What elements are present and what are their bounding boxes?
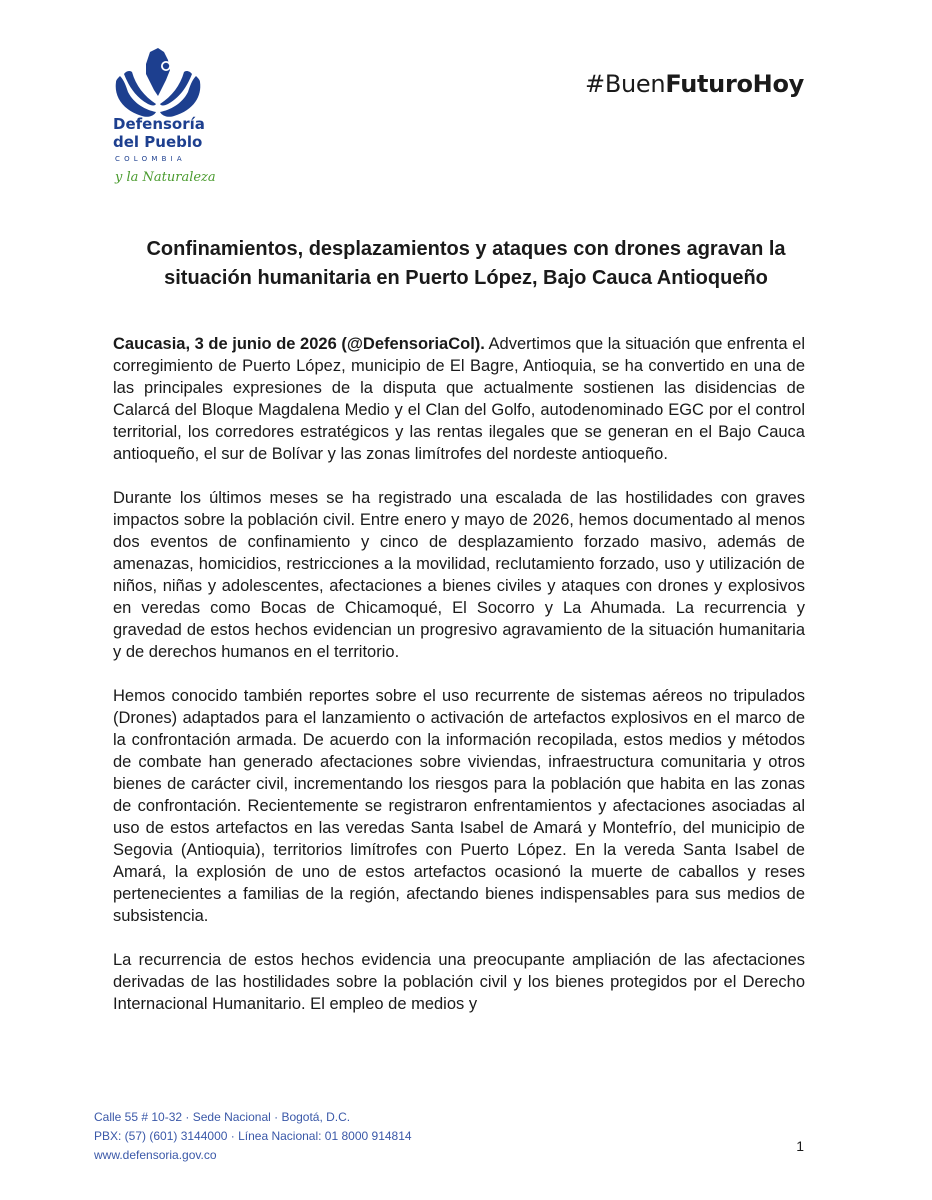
org-country: COLOMBIA xyxy=(115,155,186,163)
dateline: Caucasia, 3 de junio de 2026 (@DefensoriaCol). xyxy=(113,335,485,353)
footer-phones: PBX: (57) (601) 3144000 · Línea Nacional: 01 8000 914814 xyxy=(94,1129,412,1143)
org-name-line2: del Pueblo xyxy=(113,133,203,151)
paragraph-1-text: Advertimos que la situación que enfrenta el corregimiento de Puerto López, municipio de El Bagre, Antioquia, se ha convertido en una de las principales expresiones de la disputa que actualmente sostienen las disidencias de Calarcá del Bloque Magdalena Medio y el Clan del Golfo, autodenominado EGC por el control territorial, los corredores estratégicos y las rentas ilegales que se generan en el Bajo Cauca antioqueño, el sur de Bolívar y las zonas limítrofes del nordeste antioqueño. xyxy=(113,335,805,463)
org-tagline: y la Naturaleza xyxy=(115,170,216,185)
page-number: 1 xyxy=(796,1138,804,1154)
paragraph-2: Durante los últimos meses se ha registrado una escalada de las hostilidades con graves impactos sobre la población civil. Entre enero y mayo de 2026, hemos documentado al menos dos eventos de confinamiento y cinco de desplazamiento forzado masivo, además de amenazas, homicidios, restricciones a la movilidad, reclutamiento forzado, uso y utilización de niños, niñas y adolescentes, afectaciones a bienes civiles y ataques con drones y explosivos en veredas como Bocas de Chicamoqué, El Socorro y La Ahumada. La recurrencia y gravedad de estos hechos evidencian un progresivo agravamiento de la situación humanitaria y de derechos humanos en el territorio. xyxy=(113,489,805,661)
title-line-1: Confinamientos, desplazamientos y ataques con drones agravan la xyxy=(146,238,786,260)
hashtag-light: #Buen xyxy=(585,70,666,98)
hands-map-emblem-icon xyxy=(98,44,218,124)
hashtag-bold: FuturoHoy xyxy=(665,70,804,98)
org-name-line1: Defensoría xyxy=(113,115,205,133)
footer-contact xyxy=(94,1108,412,1165)
document-title xyxy=(100,235,832,293)
campaign-hashtag xyxy=(585,70,804,98)
footer-website[interactable]: www.defensoria.gov.co xyxy=(94,1148,217,1162)
footer-address: Calle 55 # 10-32 · Sede Nacional · Bogotá, D.C. xyxy=(94,1110,351,1124)
document-body xyxy=(113,333,805,1037)
paragraph-3: Hemos conocido también reportes sobre el uso recurrente de sistemas aéreos no tripulados (Drones) adaptados para el lanzamiento o activación de artefactos explosivos en el marco de la confrontación armada. De acuerdo con la información recopilada, estos medios y métodos de combate han generado afectaciones sobre viviendas, infraestructura comunitaria y otros bienes de carácter civil, incrementando los riesgos para la población que habita en las zonas de confrontación. Recientemente se registraron enfrentamientos y afectaciones asociadas al uso de estos artefactos en las veredas Santa Isabel de Amará y Montefrío, del municipio de Segovia (Antioquia), territorios limítrofes con Puerto López. En la vereda Santa Isabel de Amará, la explosión de uno de estos artefactos ocasionó la muerte de caballos y reses pertenecientes a familias de la región, afectando bienes indispensables para sus medios de subsistencia. xyxy=(113,687,805,925)
paragraph-4: La recurrencia de estos hechos evidencia una preocupante ampliación de las afectaciones derivadas de las hostilidades sobre la población civil y los bienes protegidos por el Derecho Internacional Humanitario. El empleo de medios y xyxy=(113,951,805,1013)
paragraph-1 xyxy=(113,333,805,465)
title-line-2: situación humanitaria en Puerto López, Bajo Cauca Antioqueño xyxy=(164,267,768,289)
